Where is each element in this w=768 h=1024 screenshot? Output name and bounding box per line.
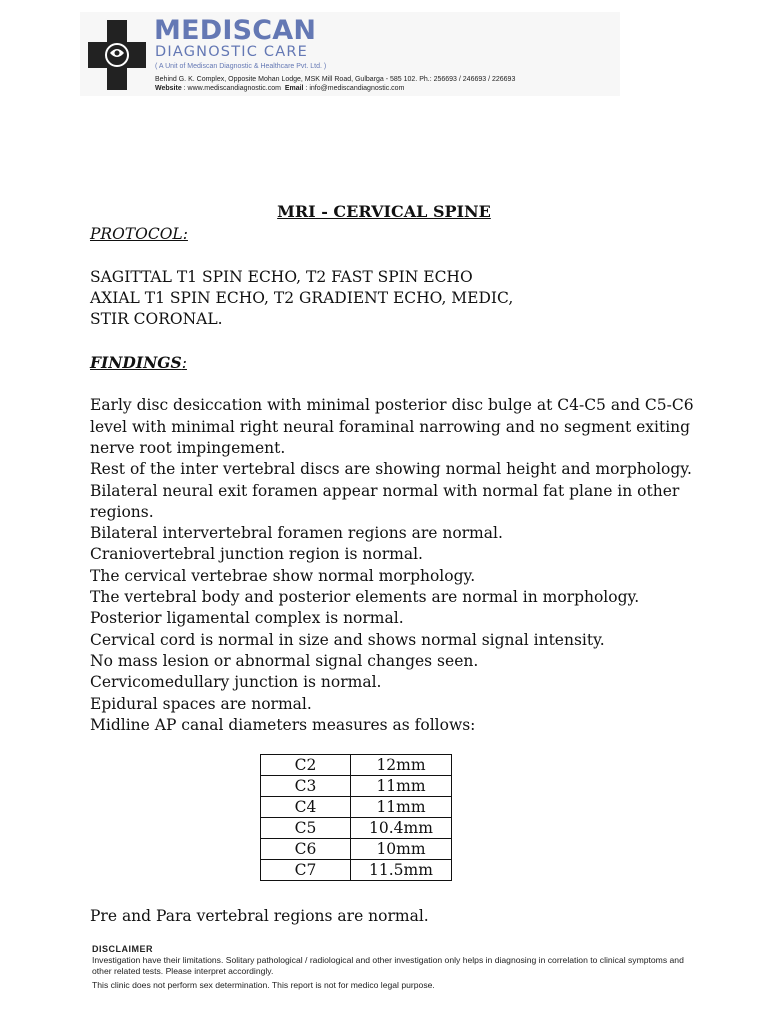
findings-line: Early disc desiccation with minimal posterior disc bulge at C4-C5 and C5-C6 <box>90 396 694 415</box>
findings-line: Bilateral neural exit foramen appear normal with normal fat plane in other <box>90 481 680 500</box>
canal-diameter: 11mm <box>351 797 452 818</box>
findings-line: Craniovertebral junction region is normal. <box>90 545 423 564</box>
findings-line: No mass lesion or abnormal signal changes seen. <box>90 651 479 670</box>
protocol-line: SAGITTAL T1 SPIN ECHO, T2 FAST SPIN ECHO <box>90 267 473 286</box>
canal-diameter: 11.5mm <box>351 860 452 881</box>
vertebra-level: C5 <box>261 818 351 839</box>
canal-diameter: 10mm <box>351 839 452 860</box>
brand-unit-line: ( A Unit of Mediscan Diagnostic & Healthcare Pvt. Ltd. ) <box>155 63 327 70</box>
findings-line: Cervicomedullary junction is normal. <box>90 673 382 692</box>
findings-colon: : <box>181 353 187 372</box>
table-row <box>261 818 452 839</box>
vertebra-level: C4 <box>261 797 351 818</box>
findings-heading-line <box>90 352 690 374</box>
disclaimer-text: Investigation have their limitations. Solitary pathological / radiological and other investigation only helps in diagnosing in correlation to clinical symptoms and other related tests. Please interpret accordingly. <box>92 955 684 976</box>
findings-line: regions. <box>90 502 154 521</box>
disclaimer <box>92 943 692 991</box>
protocol-heading: PROTOCOL: <box>90 225 188 243</box>
findings-lines <box>90 395 694 736</box>
disclaimer-title: DISCLAIMER <box>92 944 153 954</box>
measurements-table <box>260 754 452 881</box>
disclaimer-note: This clinic does not perform sex determination. This report is not for medico legal purpose. <box>92 980 435 990</box>
after-table-text: Pre and Para vertebral regions are normal. <box>90 907 429 925</box>
report-body <box>90 224 694 736</box>
canal-diameter: 10.4mm <box>351 818 452 839</box>
table-row <box>261 776 452 797</box>
findings-line: Epidural spaces are normal. <box>90 694 312 713</box>
table-row <box>261 797 452 818</box>
website: : www.mediscandiagnostic.com <box>183 85 281 92</box>
table-row <box>261 755 452 776</box>
protocol-lines <box>90 267 690 331</box>
brand-subtitle: DIAGNOSTIC CARE <box>155 44 308 60</box>
canal-diameter: 11mm <box>351 776 452 797</box>
table-row <box>261 860 452 881</box>
website-label: Website <box>155 85 182 92</box>
findings-line: The vertebral body and posterior elements are normal in morphology. <box>90 588 640 607</box>
protocol-line: AXIAL T1 SPIN ECHO, T2 GRADIENT ECHO, MEDIC, <box>90 288 514 307</box>
report-title: MRI - CERVICAL SPINE <box>277 202 491 221</box>
medical-cross-logo-icon <box>88 20 146 90</box>
findings-heading: FINDINGS <box>90 352 182 372</box>
vertebra-level: C3 <box>261 776 351 797</box>
brand-address: Behind G. K. Complex, Opposite Mohan Lodge, MSK Mill Road, Gulbarga - 585 102. Ph.: 256693 / 246693 / 226693 <box>155 76 516 83</box>
table-row <box>261 839 452 860</box>
findings-line: Cervical cord is normal in size and shows normal signal intensity. <box>90 630 605 649</box>
protocol-line: STIR CORONAL. <box>90 310 223 329</box>
vertebra-level: C7 <box>261 860 351 881</box>
findings-line: Midline AP canal diameters measures as follows: <box>90 715 476 734</box>
vertebra-level: C6 <box>261 839 351 860</box>
findings-line: Rest of the inter vertebral discs are showing normal height and morphology. <box>90 460 692 479</box>
findings-line: nerve root impingement. <box>90 438 286 457</box>
brand-name: MEDISCAN <box>154 15 317 46</box>
letterhead <box>80 12 620 96</box>
vertebra-level: C2 <box>261 755 351 776</box>
findings-line: The cervical vertebrae show normal morphology. <box>90 566 476 585</box>
email: : info@mediscandiagnostic.com <box>305 85 405 92</box>
email-label: Email <box>284 85 304 92</box>
canal-diameter: 12mm <box>351 755 452 776</box>
findings-line: level with minimal right neural foraminal narrowing and no segment exiting <box>90 417 691 436</box>
brand-contact <box>155 84 404 93</box>
findings-line: Posterior ligamental complex is normal. <box>90 609 404 628</box>
findings-line: Bilateral intervertebral foramen regions are normal. <box>90 524 503 543</box>
